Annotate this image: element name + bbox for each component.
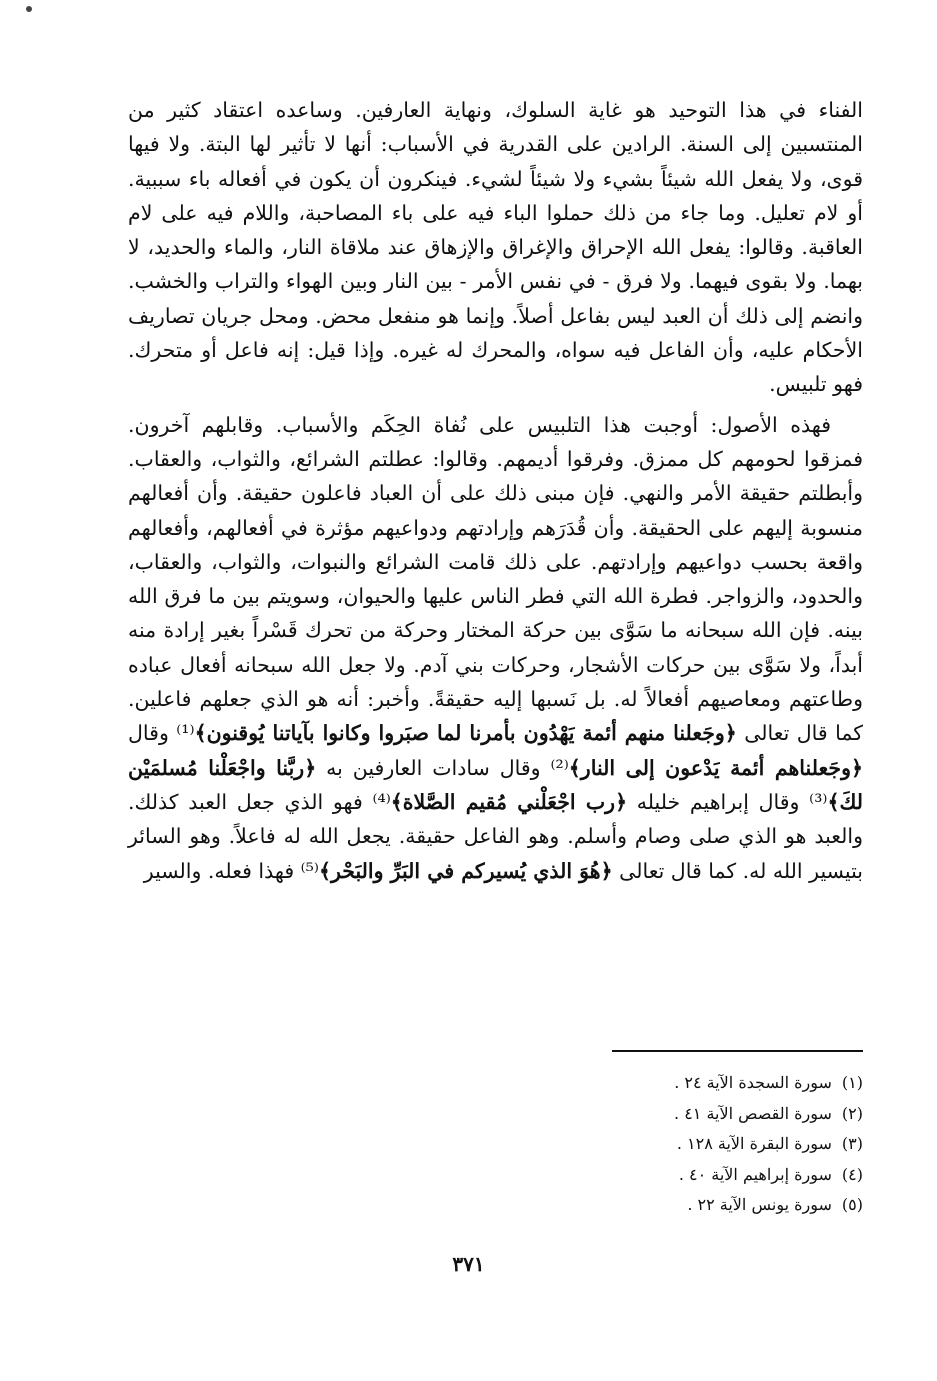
footnotes <box>560 1068 863 1221</box>
quran-verse: ﴿وجَعلنا منهم أئمة يَهْدُون بأمرنا لما صبَروا وكانوا بآياتنا يُوقنون﴾ <box>194 721 737 746</box>
quran-verse: ﴿هُوَ الذي يُسيركم في البَرِّ والبَحْر﴾ <box>318 858 613 883</box>
quran-verse: ﴿ربَّنا واجْعَلْنا مُسلمَيْن لكَ﴾ <box>128 755 863 814</box>
footnote-number: (٥) <box>841 1195 863 1214</box>
footnote-text: سورة السجدة الآية ٢٤ . <box>674 1073 832 1092</box>
quran-verse: ﴿وجَعلناهم أئمة يَدْعون إلى النار﴾ <box>568 755 863 780</box>
paragraph-text: ⁽⁴⁾ فهو الذي جعل العبد كذلك. والعبد هو الذي صلى وصام وأسلم. وهو الفاعل حقيقة. يجعل الله له فاعلاً. وهو السائر بتيسير الله له. كما قال تعالى <box>128 789 863 883</box>
page-number: ٣٧١ <box>452 1252 485 1276</box>
footnote-number: (٣) <box>841 1134 863 1153</box>
paragraph-2 <box>128 408 863 888</box>
footnote-item <box>560 1129 863 1160</box>
footnote-item <box>560 1068 863 1099</box>
footnote-text: سورة إبراهيم الآية ٤٠ . <box>678 1164 832 1184</box>
footnote-item <box>560 1190 863 1221</box>
main-text <box>128 93 863 888</box>
quran-verse: ﴿رب اجْعَلْني مُقيم الصَّلاة﴾ <box>390 789 628 814</box>
scan-speck <box>26 6 32 12</box>
footnote-number: (٢) <box>841 1103 863 1123</box>
footnote-text: سورة يونس الآية ٢٢ . <box>687 1195 832 1214</box>
paragraph-text: ⁽¹⁾ وقال <box>128 721 195 746</box>
paragraph-1 <box>128 93 863 402</box>
paragraph-text: ⁽³⁾ وقال إبراهيم خليله <box>627 789 828 814</box>
footnote-item <box>560 1160 863 1191</box>
footnote-number: (٤) <box>841 1164 863 1184</box>
paragraph-text: فهذه الأصول: أوجبت هذا التلبيس على نُفاة الحِكَم والأسباب. وقابلهم آخرون. فمزقوا لحومهم كل ممزق. وفرقوا أديمهم. وقالوا: عطلتم الشرائع، والثواب، والعقاب. وأبطلتم حقيقة الأمر والنهي. فإن مبنى ذلك على أن العباد فاعلون حقيقة. وأن أفعالهم منسوبة إليهم على الحقيقة. وأن قُدَرَهم وإرادتهم ودواعيهم مؤثرة في أفعالهم، وأفعالهم واقعة بحسب دواعيهم وإرادتهم. على ذلك قامت الشرائع والنبوات، والثواب، والعقاب، والحدود، والزواجر. فطرة الله التي فطر الناس عليها والحيوان، وسويتم بين ما فرق الله بينه. فإن الله سبحانه ما سَوَّى بين حركة المختار وحركة من تحرك قَسْراً بغير إرادة منه أبداً، ولا سَوَّى بين حركات الأشجار، وحركات بني آدم. ولا جعل الله سبحانه أفعال عباده وطاعتهم ومعاصيهم أفعالاً له. بل نَسبها إليه حقيقةً. وأخبر: أنه هو الذي جعلهم فاعلين. كما قال تعالى <box>128 412 863 746</box>
paragraph-text: ⁽⁵⁾ فهذا فعله. والسير <box>143 858 319 883</box>
footnote-divider <box>612 1050 863 1052</box>
footnote-item <box>560 1099 863 1130</box>
footnote-text: سورة القصص الآية ٤١ . <box>674 1103 832 1123</box>
footnote-number: (١) <box>841 1073 863 1092</box>
footnote-text: سورة البقرة الآية ١٢٨ . <box>676 1134 832 1153</box>
paragraph-text: ⁽²⁾ وقال سادات العارفين به <box>316 755 569 780</box>
paragraph-text: الفناء في هذا التوحيد هو غاية السلوك، ونهاية العارفين. وساعده اعتقاد كثير من المنتسبين إلى السنة. الرادين على القدرية في الأسباب: أنها لا تأثير لها البتة. ولا فيها قوى، ولا يفعل الله شيئاً بشيء ولا شيئاً لشيء. فينكرون أن يكون في أفعاله باء سببية. أو لام تعليل. وما جاء من ذلك حملوا الباء فيه على باء المصاحبة، واللام فيه على لام العاقبة. وقالوا: يفعل الله الإحراق والإغراق والإزهاق عند ملاقاة النار، والماء والحديد، لا بهما. ولا بقوى فيهما. ولا فرق - في نفس الأمر - بين النار وبين الهواء والتراب والخشب. وانضم إلى ذلك أن العبد ليس بفاعل أصلاً. وإنما هو منفعل محض. ومحل جريان تصاريف الأحكام عليه، وأن الفاعل فيه سواه، والمحرك له غيره. وإذا قيل: إنه فاعل أو متحرك. فهو تلبيس. <box>128 98 863 397</box>
